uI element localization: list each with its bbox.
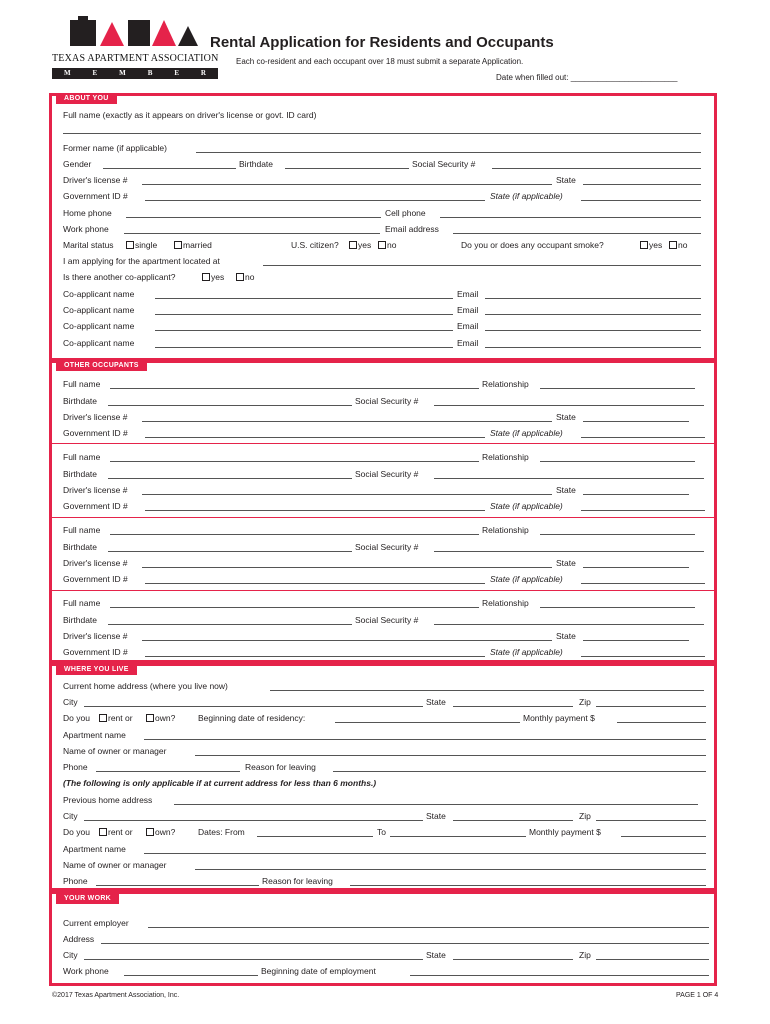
occupant-name-row[interactable]: Full name Relationship (63, 597, 708, 609)
logo-wordmark: TEXAS APARTMENT ASSOCIATION (52, 53, 219, 64)
occupant-govid-row[interactable]: Government ID # State (if applicable) (63, 573, 708, 585)
co-applicant-row[interactable]: Co-applicant name Email (63, 304, 703, 316)
your-work-tab: YOUR WORK (56, 893, 119, 904)
citizen-no-checkbox[interactable] (378, 241, 386, 249)
co-applicant-row[interactable]: Co-applicant name Email (63, 337, 703, 349)
occupant-dl-row[interactable]: Driver's license # State (63, 557, 708, 569)
coapp-yes-checkbox[interactable] (202, 273, 210, 281)
occupant-birthdate-row[interactable]: Birthdate Social Security # (63, 541, 708, 553)
prev-apartment-name-row[interactable]: Apartment name (63, 843, 708, 855)
where-you-live-tab: WHERE YOU LIVE (56, 664, 137, 675)
occupant-name-row[interactable]: Full name Relationship (63, 451, 708, 463)
co-applicant-question-row[interactable]: Is there another co-applicant? yes no (63, 272, 255, 282)
taa-logo (52, 16, 218, 88)
occupant-birthdate-row[interactable]: Birthdate Social Security # (63, 614, 708, 626)
current-address-row[interactable]: Current home address (where you live now) (63, 680, 708, 692)
citizen-yes-checkbox[interactable] (349, 241, 357, 249)
occupant-divider (52, 443, 714, 444)
full-name-row[interactable]: Full name (exactly as it appears on driver's license or govt. ID card) (63, 109, 703, 121)
government-id-row[interactable]: Government ID # State (if applicable) (63, 190, 703, 202)
prev-rent-checkbox[interactable] (99, 828, 107, 836)
owner-row[interactable]: Name of owner or manager (63, 745, 708, 757)
occupant-name-row[interactable]: Full name Relationship (63, 524, 708, 536)
city-row[interactable]: City State Zip (63, 696, 708, 708)
occupant-birthdate-row[interactable]: Birthdate Social Security # (63, 468, 708, 480)
apartment-name-row[interactable]: Apartment name (63, 729, 708, 741)
occupant-govid-row[interactable]: Government ID # State (if applicable) (63, 427, 708, 439)
six-months-note: (The following is only applicable if at current address for less than 6 months.) (63, 778, 377, 788)
applying-address-row[interactable]: I am applying for the apartment located at (63, 255, 703, 267)
former-name-row[interactable]: Former name (if applicable) (63, 142, 703, 154)
date-filled-field[interactable]: Date when filled out: ________________________ (496, 73, 678, 82)
co-applicant-row[interactable]: Co-applicant name Email (63, 320, 703, 332)
previous-address-row[interactable]: Previous home address (63, 794, 708, 806)
member-bar: M E M B E R (52, 68, 218, 79)
rent-own-row[interactable]: Do you rent or own? Beginning date of residency: Monthly payment $ (63, 712, 708, 724)
phone-reason-row[interactable]: Phone Reason for leaving (63, 761, 708, 773)
page-subtitle: Each co-resident and each occupant over 18 must submit a separate Application. (236, 57, 524, 66)
page-number: PAGE 1 OF 4 (676, 992, 719, 999)
occupant-govid-row[interactable]: Government ID # State (if applicable) (63, 500, 708, 512)
occupant-dl-row[interactable]: Driver's license # State (63, 411, 708, 423)
occupant-dl-row[interactable]: Driver's license # State (63, 484, 708, 496)
page-title: Rental Application for Residents and Occupants (210, 34, 554, 51)
employer-row[interactable]: Current employer (63, 917, 711, 929)
work-address-row[interactable]: Address (63, 933, 711, 945)
work-city-row[interactable]: City State Zip (63, 949, 711, 961)
drivers-license-row[interactable]: Driver's license # State (63, 174, 703, 186)
work-phone-row[interactable]: Work phone Beginning date of employment (63, 965, 711, 977)
home-phone-row[interactable]: Home phone Cell phone (63, 207, 703, 219)
copyright-text: ©2017 Texas Apartment Association, Inc. (52, 992, 180, 999)
prev-phone-reason-row[interactable]: Phone Reason for leaving (63, 875, 708, 887)
smoke-yes-checkbox[interactable] (640, 241, 648, 249)
gender-row[interactable]: Gender Birthdate Social Security # (63, 158, 703, 170)
occupant-govid-row[interactable]: Government ID # State (if applicable) (63, 646, 708, 658)
smoke-no-checkbox[interactable] (669, 241, 677, 249)
other-occupants-tab: OTHER OCCUPANTS (56, 360, 147, 371)
about-you-tab: ABOUT YOU (56, 93, 117, 104)
prev-owner-row[interactable]: Name of owner or manager (63, 859, 708, 871)
coapp-no-checkbox[interactable] (236, 273, 244, 281)
occupant-divider (52, 590, 714, 591)
own-checkbox[interactable] (146, 714, 154, 722)
single-checkbox[interactable] (126, 241, 134, 249)
prev-city-row[interactable]: City State Zip (63, 810, 708, 822)
taa-logo-mark (52, 16, 218, 52)
occupant-birthdate-row[interactable]: Birthdate Social Security # (63, 395, 708, 407)
occupant-divider (52, 517, 714, 518)
occupant-name-row[interactable]: Full name Relationship (63, 378, 708, 390)
prev-rent-own-row[interactable]: Do you rent or own? Dates: From To Monthly payment $ (63, 826, 708, 838)
rent-checkbox[interactable] (99, 714, 107, 722)
married-checkbox[interactable] (174, 241, 182, 249)
marital-status-row[interactable]: Marital status single married U.S. citizen? yes no Do you or does any occupant smoke? yes no (63, 240, 688, 250)
co-applicant-row[interactable]: Co-applicant name Email (63, 288, 703, 300)
occupant-dl-row[interactable]: Driver's license # State (63, 630, 708, 642)
prev-own-checkbox[interactable] (146, 828, 154, 836)
work-phone-row[interactable]: Work phone Email address (63, 223, 703, 235)
